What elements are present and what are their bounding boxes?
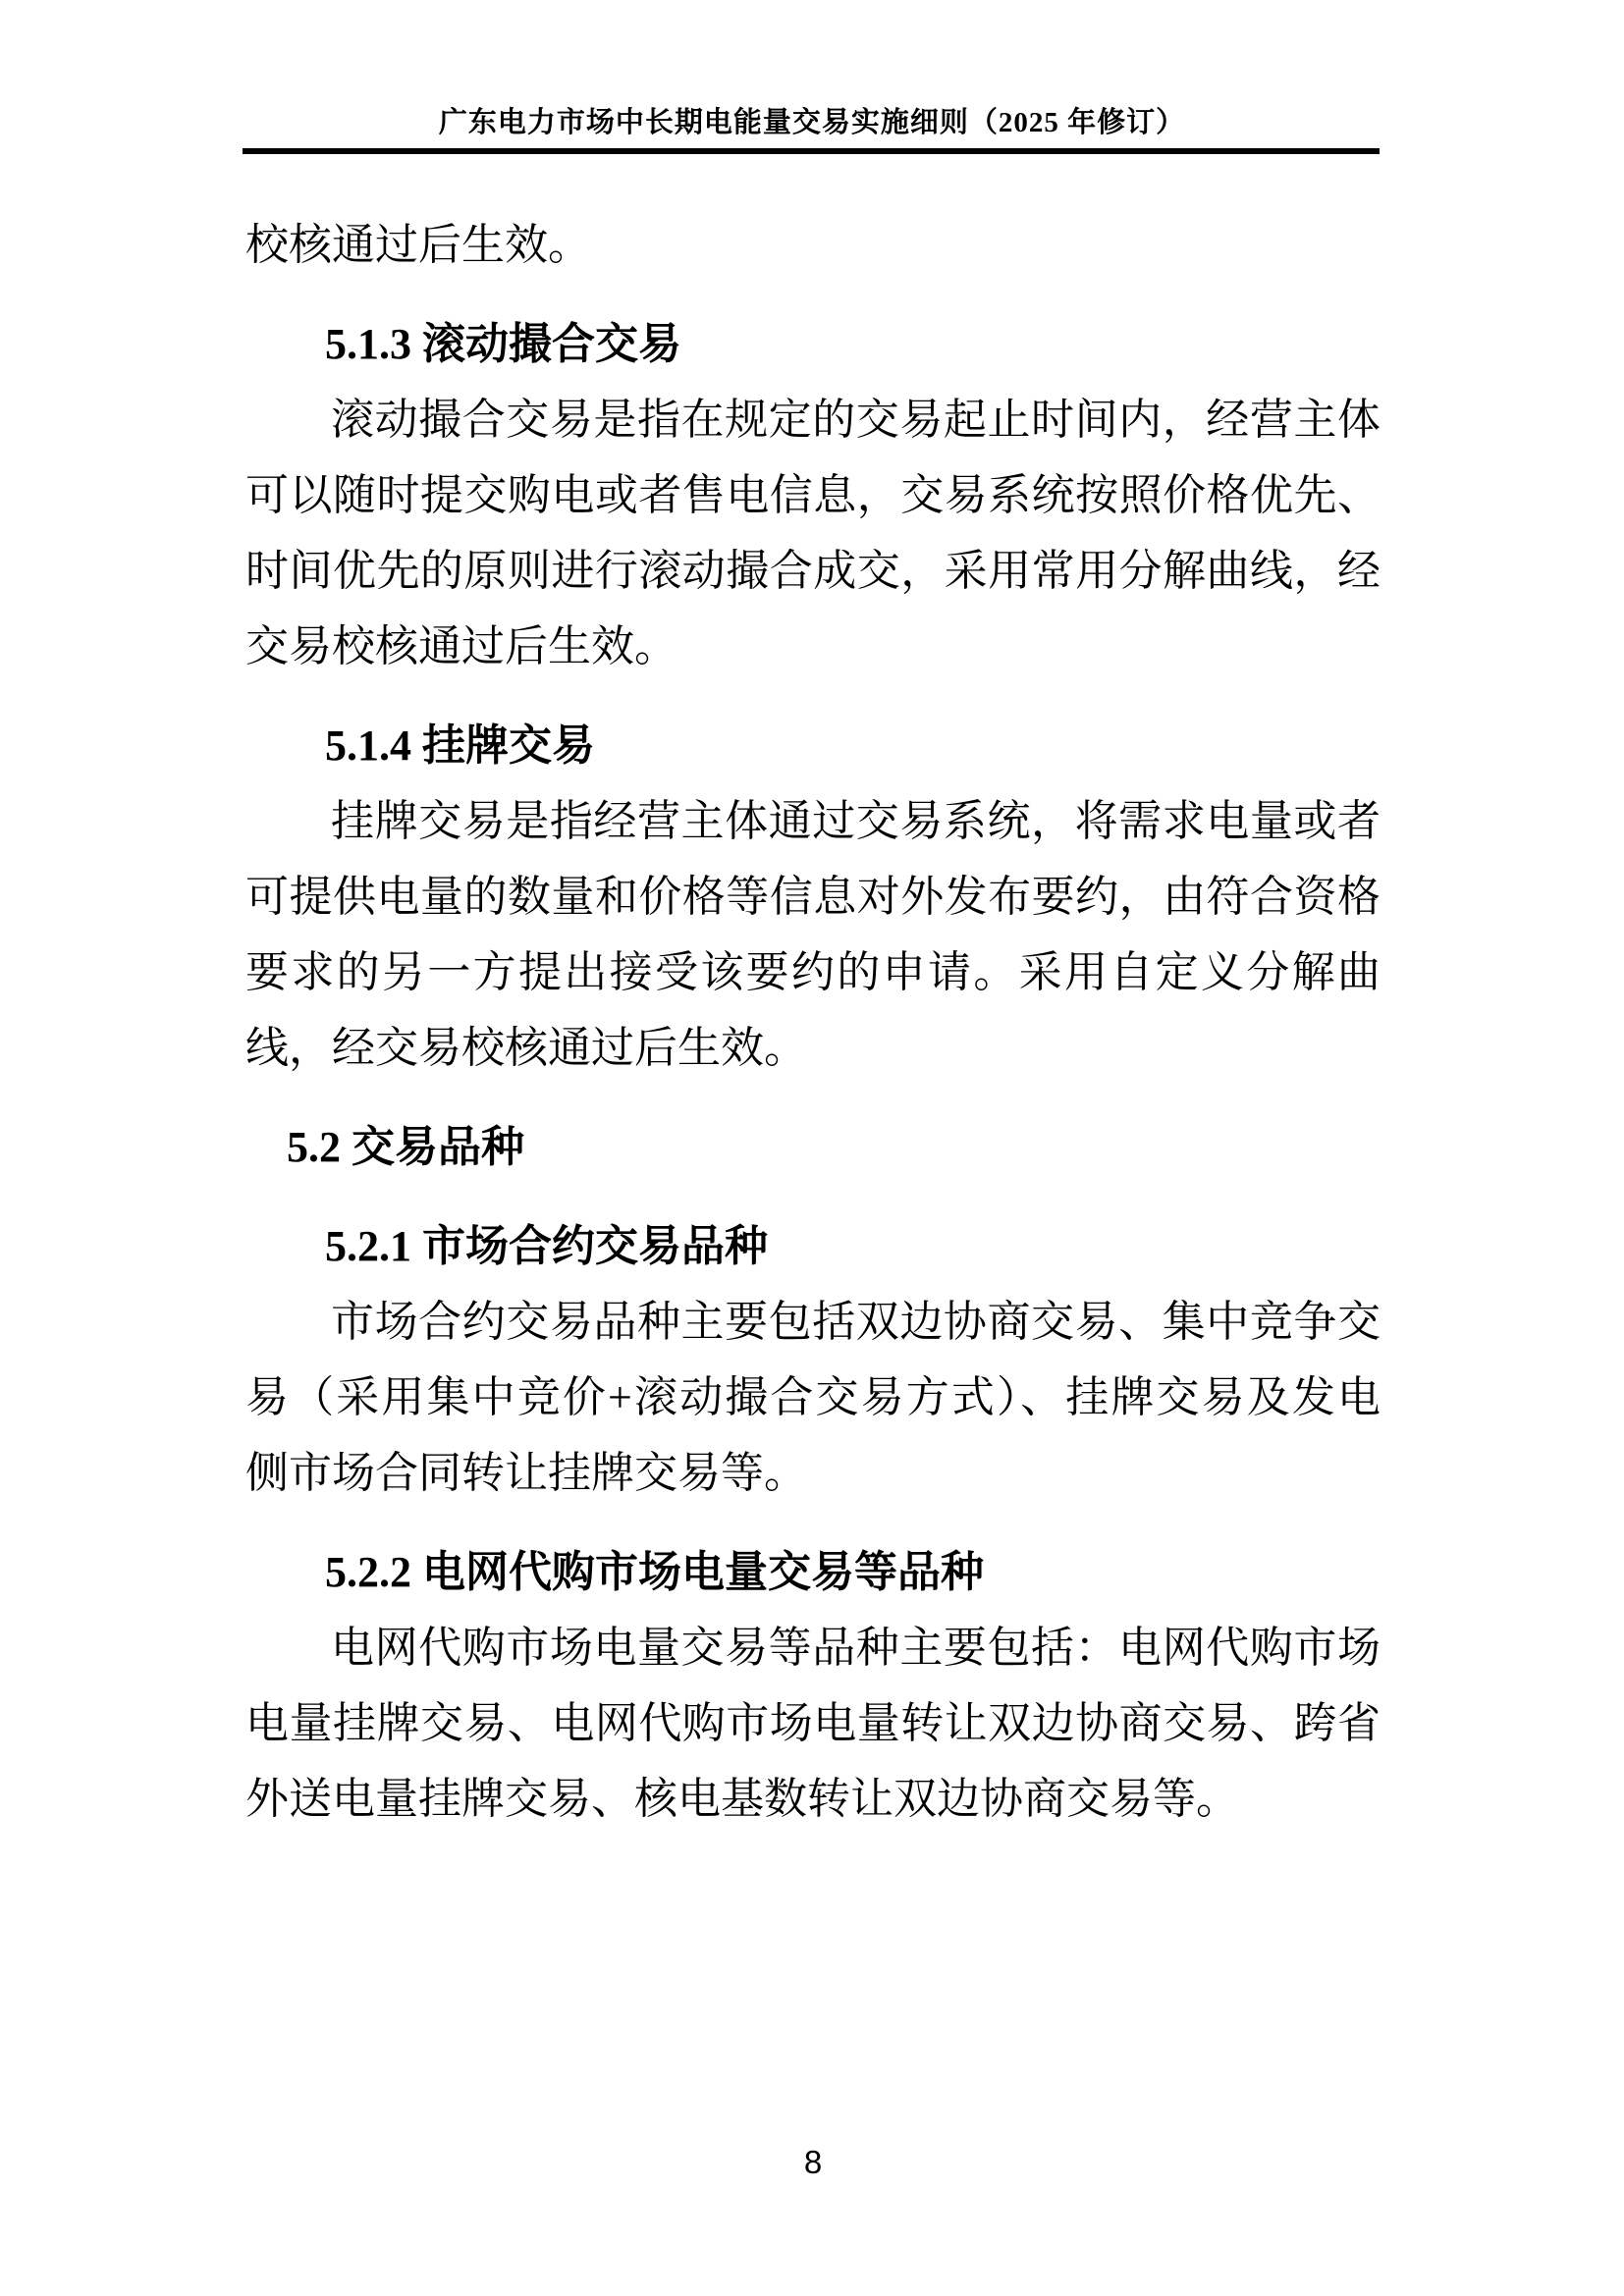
paragraph-line: 侧市场合同转让挂牌交易等。 — [245, 1449, 807, 1497]
paragraph-line: 校核通过后生效。 — [245, 221, 591, 269]
paragraph-line: 挂牌交易是指经营主体通过交易系统，将需求电量或者 — [331, 797, 1380, 845]
paragraph-line: 可提供电量的数量和价格等信息对外发布要约，由符合资格 — [245, 873, 1380, 921]
paragraph-line: 电网代购市场电量交易等品种主要包括：电网代购市场 — [331, 1624, 1380, 1672]
header-rule — [243, 148, 1380, 154]
paragraph-line: 滚动撮合交易是指在规定的交易起止时间内，经营主体 — [331, 396, 1380, 444]
paragraph-line: 易（采用集中竞价+滚动撮合交易方式）、挂牌交易及发电 — [245, 1373, 1380, 1421]
paragraph-line: 电量挂牌交易、电网代购市场电量转让双边协商交易、跨省 — [245, 1699, 1380, 1747]
paragraph-line: 市场合约交易品种主要包括双边协商交易、集中竞争交 — [331, 1298, 1380, 1346]
paragraph-line: 时间优先的原则进行滚动撮合成交，采用常用分解曲线，经 — [245, 547, 1380, 595]
document-content — [245, 207, 1380, 1837]
section-heading: 5.2 交易品种 — [287, 1123, 524, 1171]
paragraph-line: 交易校核通过后生效。 — [245, 622, 677, 670]
page-footer — [245, 2143, 1380, 2182]
paragraph-line: 线，经交易校核通过后生效。 — [245, 1024, 807, 1072]
section-heading: 5.2.1 市场合约交易品种 — [325, 1222, 768, 1270]
page-number: 8 — [803, 2144, 823, 2180]
page-header-title: 广东电力市场中长期电能量交易实施细则（2025 年修订） — [438, 107, 1186, 138]
paragraph-line: 可以随时提交购电或者售电信息，交易系统按照价格优先、 — [245, 471, 1380, 519]
section-heading: 5.1.3 滚动撮合交易 — [325, 320, 681, 368]
section-heading: 5.2.2 电网代购市场电量交易等品种 — [325, 1548, 984, 1596]
paragraph-line: 外送电量挂牌交易、核电基数转让双边协商交易等。 — [245, 1775, 1239, 1823]
section-heading: 5.1.4 挂牌交易 — [325, 721, 595, 770]
paragraph-line: 要求的另一方提出接受该要约的申请。采用自定义分解曲 — [245, 948, 1380, 996]
